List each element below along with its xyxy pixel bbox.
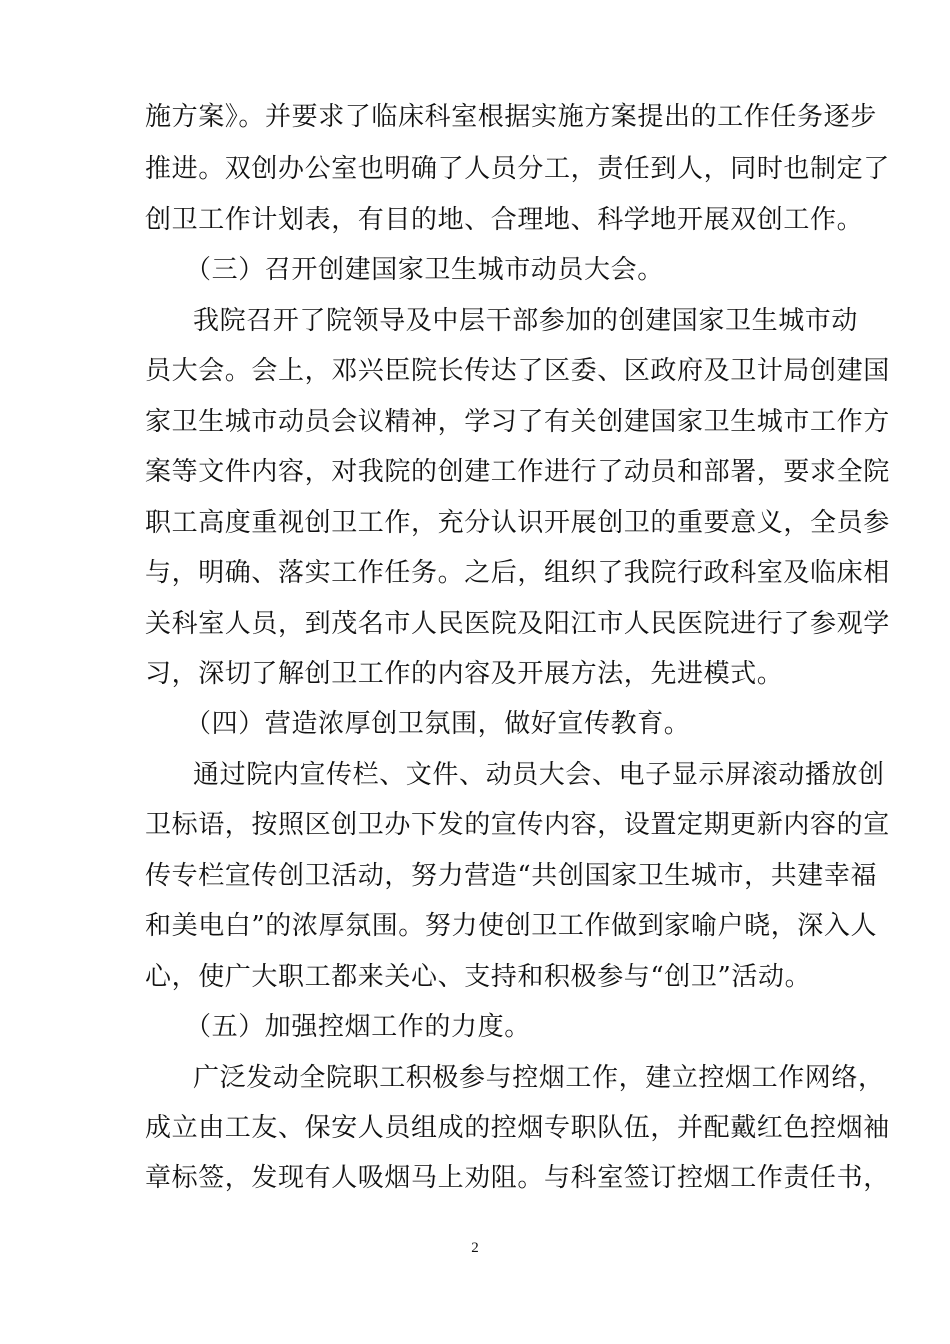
- text-line: 员大会。会上，邓兴臣院长传达了区委、区政府及卫计局创建国: [145, 356, 890, 386]
- text-line: 传专栏宣传创卫活动，努力营造“共创国家卫生城市，共建幸福: [145, 861, 878, 891]
- text-line: 我院召开了院领导及中层干部参加的创建国家卫生城市动: [193, 306, 859, 336]
- text-line: 施方案》。并要求了临床科室根据实施方案提出的工作任务逐步: [145, 102, 877, 132]
- text-line: 职工高度重视创卫工作，充分认识开展创卫的重要意义，全员参: [145, 508, 890, 538]
- page-number: 2: [471, 1240, 479, 1256]
- text-line: 关科室人员，到茂名市人民医院及阳江市人民医院进行了参观学: [145, 609, 890, 639]
- text-line: 推进。双创办公室也明确了人员分工，责任到人，同时也制定了: [145, 154, 890, 184]
- text-line: 广泛发动全院职工积极参与控烟工作，建立控烟工作网络，: [193, 1063, 885, 1093]
- text-line: 案等文件内容，对我院的创建工作进行了动员和部署，要求全院: [145, 457, 890, 487]
- text-line: 心，使广大职工都来关心、支持和积极参与“创卫”活动。: [145, 962, 812, 992]
- section-heading-4: （四）营造浓厚创卫氛围，做好宣传教育。: [185, 709, 691, 739]
- text-line: 习，深切了解创卫工作的内容及开展方法，先进模式。: [145, 659, 784, 689]
- section-heading-5: （五）加强控烟工作的力度。: [185, 1012, 531, 1042]
- text-line: 与，明确、落实工作任务。之后，组织了我院行政科室及临床相: [145, 558, 890, 588]
- text-line: 创卫工作计划表，有目的地、合理地、科学地开展双创工作。: [145, 205, 864, 235]
- text-line: 和美电白”的浓厚氛围。努力使创卫工作做到家喻户晓，深入人: [145, 911, 878, 941]
- text-line: 通过院内宣传栏、文件、动员大会、电子显示屏滚动播放创: [193, 760, 885, 790]
- section-heading-3: （三）召开创建国家卫生城市动员大会。: [185, 255, 664, 285]
- text-line: 卫标语，按照区创卫办下发的宣传内容，设置定期更新内容的宣: [145, 810, 890, 840]
- text-line: 家卫生城市动员会议精神，学习了有关创建国家卫生城市工作方: [145, 407, 890, 437]
- text-line: 成立由工友、保安人员组成的控烟专职队伍，并配戴红色控烟袖: [145, 1113, 890, 1143]
- text-line: 章标签，发现有人吸烟马上劝阻。与科室签订控烟工作责任书，: [145, 1163, 890, 1193]
